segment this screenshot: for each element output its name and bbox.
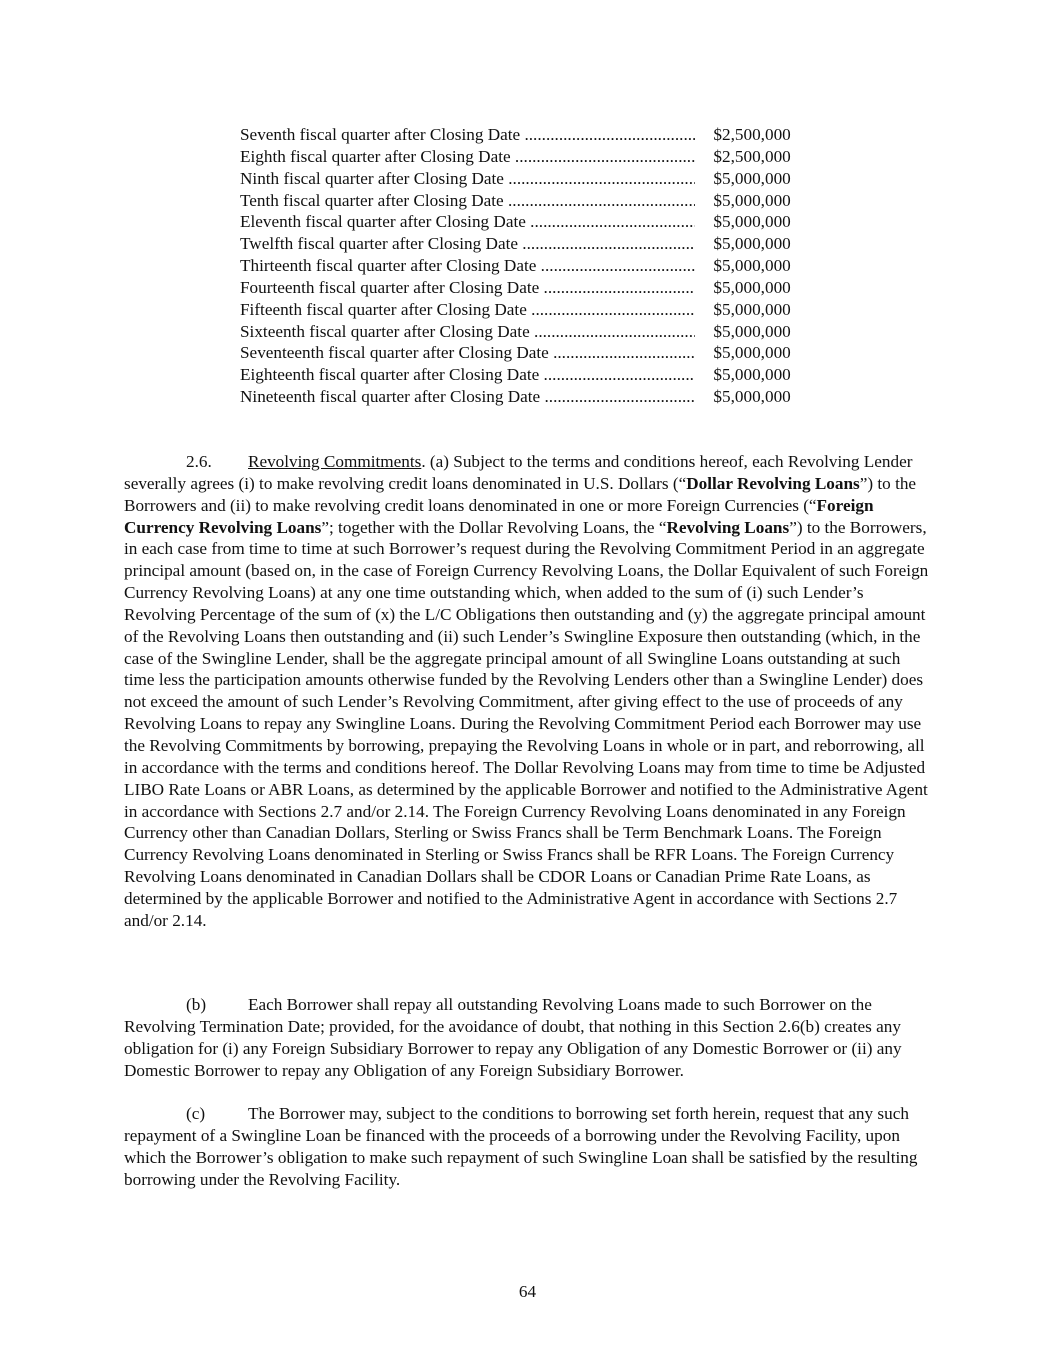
schedule-amount: $5,000,000: [713, 299, 791, 319]
schedule-period: Twelfth fiscal quarter after Closing Date: [240, 234, 518, 254]
dot-leader: [526, 212, 696, 231]
section-number: 2.6.: [186, 452, 212, 471]
schedule-period: Eighth fiscal quarter after Closing Date: [240, 146, 511, 166]
paragraph-text: ”) to the Borrowers and (ii) to make revolving credit loans denominated in one or more Foreign Currencies (“: [124, 473, 917, 515]
schedule-amount: $5,000,000: [713, 168, 791, 188]
repayment-schedule: [240, 124, 820, 408]
schedule-amount: $5,000,000: [713, 212, 791, 232]
schedule-row: [240, 211, 820, 233]
page-number: 64: [518, 1282, 537, 1301]
schedule-amount: $5,000,000: [713, 190, 791, 210]
dot-leader: [540, 387, 695, 406]
dot-leader: [504, 191, 696, 210]
paragraph-text: Each Borrower shall repay all outstanding Revolving Loans made to such Borrower on the Revolving Termination Date; provided, for the avoidance of doubt, that nothing in this Section 2.6(b) creates any obligation for (i) any Foreign Subsidiary Borrower to repay any Obligation of any Domestic Borrower or (ii) any Domestic Borrower to repay any Obligation of any Foreign Subsidiary Borrower.: [124, 995, 902, 1080]
schedule-period: Thirteenth fiscal quarter after Closing Date: [240, 256, 537, 276]
paragraph-text: . (a) Subject to the terms and conditions hereof, each Revolving Lender severally agrees (i) to make revolving credit loans denominated in U.S. Dollars (“: [124, 452, 913, 493]
section-2-6-paragraph-a: [124, 451, 932, 932]
schedule-row: [240, 321, 820, 343]
schedule-amount: $5,000,000: [713, 256, 791, 276]
section-2-6-paragraph-b: [124, 994, 932, 1081]
schedule-row: [240, 342, 820, 364]
schedule-row: [240, 299, 820, 321]
schedule-period: Fourteenth fiscal quarter after Closing Date: [240, 277, 540, 297]
dot-leader: [518, 234, 695, 253]
paragraph-text: The Borrower may, subject to the conditions to borrowing set forth herein, request that any such repayment of a Swingline Loan be financed with the proceeds of a borrowing under the Revolving Facility, upon which the Borrower’s obligation to make such repayment of such Swingline Loan shall be satisfied by the resulting borrowing under the Revolving Facility.: [124, 1104, 918, 1189]
schedule-row: [240, 190, 820, 212]
schedule-period: Sixteenth fiscal quarter after Closing Date: [240, 321, 530, 341]
defined-term: Foreign Currency Revolving Loans: [124, 495, 874, 537]
schedule-row: [240, 233, 820, 255]
dot-leader: [536, 256, 695, 275]
schedule-row: [240, 124, 820, 146]
dot-leader: [530, 322, 696, 341]
schedule-amount: $5,000,000: [713, 365, 791, 385]
paragraph-text: ”) to the Borrowers, in each case from time to time at such Borrower’s request during the Revolving Commitment Period in an aggregate principal amount (based on, in the case of Foreign Currency Revolving Loans, the Dollar Equivalent of such Foreign Currency Revolving Loans) at any one time outstanding which, when added to the sum of (i) such Lender’s Revolving Percentage of the sum of (x) the L/C Obligations then outstanding and (y) the aggregate principal amount of the Revolving Loans then outstanding and (ii) such Lender’s Swingline Exposure then outstanding (which, in the case of the Swingline Lender, shall be the aggregate principal amount of all Swingline Loans outstanding at such time less the participation amounts otherwise funded by the Revolving Lenders other than a Swingline Lender) does not exceed the amount of such Lender’s Revolving Commitment, after giving effect to the use of proceeds of any Revolving Loans to repay any Swingline Loans. During the Revolving Commitment Period each Borrower may use the Revolving Commitments by borrowing, prepaying the Revolving Loans in whole or in part, and reborrowing, all in accordance with the terms and conditions hereof. The Dollar Revolving Loans may from time to time be Adjusted LIBO Rate Loans or ABR Loans, as determined by the applicable Borrower and notified to the Administrative Agent in accordance with Sections 2.7 and/or 2.14. The Foreign Currency Revolving Loans denominated in any Foreign Currency other than Canadian Dollars, Sterling or Swiss Francs shall be Term Benchmark Loans. The Foreign Currency Revolving Loans denominated in Sterling or Swiss Francs shall be RFR Loans. The Foreign Currency Revolving Loans denominated in Canadian Dollars shall be CDOR Loans or Canadian Prime Rate Loans, as determined by the applicable Borrower and notified to the Administrative Agent in accordance with Sections 2.7 and/or 2.14.: [124, 517, 929, 930]
paragraph-text: ”; together with the Dollar Revolving Loans, the “: [321, 517, 667, 537]
defined-term: Revolving Loans: [666, 517, 790, 537]
defined-term: Dollar Revolving Loans: [686, 473, 860, 493]
section-2-6-paragraph-c: [124, 1103, 932, 1190]
schedule-amount: $5,000,000: [713, 343, 791, 363]
schedule-period: Eleventh fiscal quarter after Closing Date: [240, 212, 526, 232]
schedule-period: Seventh fiscal quarter after Closing Date: [240, 125, 521, 144]
schedule-row: [240, 277, 820, 299]
schedule-amount: $2,500,000: [713, 146, 791, 166]
schedule-row: [240, 168, 820, 190]
schedule-period: Fifteenth fiscal quarter after Closing Date: [240, 299, 527, 319]
schedule-row: [240, 364, 820, 386]
schedule-period: Ninth fiscal quarter after Closing Date: [240, 168, 504, 188]
schedule-period: Tenth fiscal quarter after Closing Date: [240, 190, 504, 210]
schedule-amount: $5,000,000: [713, 277, 791, 297]
schedule-amount: $2,500,000: [713, 125, 791, 144]
clause-label: (c): [186, 1104, 206, 1123]
schedule-row: [240, 146, 820, 168]
schedule-amount: $5,000,000: [713, 234, 791, 254]
dot-leader: [520, 125, 695, 144]
section-heading: Revolving Commitments: [248, 452, 422, 471]
dot-leader: [504, 169, 695, 188]
schedule-row: [240, 386, 820, 408]
schedule-amount: $5,000,000: [713, 387, 791, 407]
dot-leader: [527, 300, 696, 319]
dot-leader: [549, 343, 696, 362]
dot-leader: [539, 278, 695, 297]
schedule-row: [240, 255, 820, 277]
schedule-period: Seventeenth fiscal quarter after Closing Date: [240, 343, 549, 363]
clause-label: (b): [186, 995, 207, 1014]
schedule-amount: $5,000,000: [713, 321, 791, 341]
dot-leader: [511, 147, 696, 166]
schedule-period: Nineteenth fiscal quarter after Closing Date: [240, 387, 541, 407]
schedule-period: Eighteenth fiscal quarter after Closing Date: [240, 365, 540, 385]
dot-leader: [539, 365, 695, 384]
